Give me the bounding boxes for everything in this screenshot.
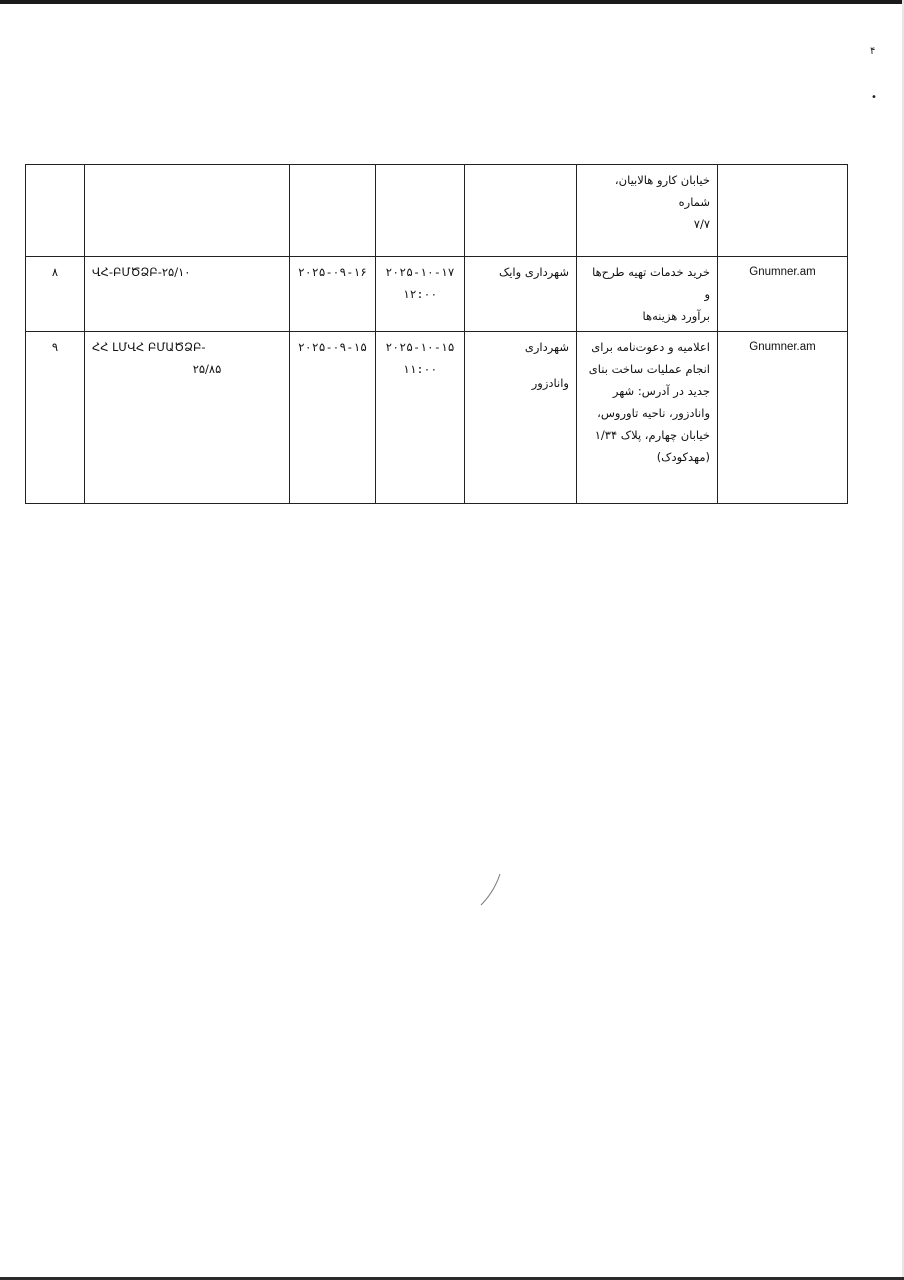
source-site bbox=[718, 165, 848, 257]
scan-top-edge bbox=[0, 0, 904, 4]
deadline-date: ۲۰۲۵-۱۰-۱۷ ۱۲:۰۰ bbox=[376, 257, 465, 332]
organizer: شهرداری وانادزور bbox=[465, 332, 577, 504]
publish-date: ۲۰۲۵-۰۹-۱۵ bbox=[290, 332, 376, 504]
deadline-date bbox=[376, 165, 465, 257]
page-mark-dot: • bbox=[871, 92, 877, 103]
table-row bbox=[26, 165, 848, 257]
tender-description: خرید خدمات تهیه طرح‌ها و برآورد هزینه‌ها bbox=[577, 257, 718, 332]
source-site: Gnumner.am bbox=[718, 332, 848, 504]
deadline-date: ۲۰۲۵-۱۰-۱۵ ۱۱:۰۰ bbox=[376, 332, 465, 504]
table-row bbox=[26, 332, 848, 504]
pen-mark bbox=[478, 872, 504, 908]
tender-code: ՀՀ ԼՄՎՀ ԲՄԱԾՁԲ- ۲۵/۸۵ bbox=[85, 332, 290, 504]
tender-description: خیابان کارو هالابیان، شماره ۷/۷ bbox=[577, 165, 718, 257]
source-site: Gnumner.am bbox=[718, 257, 848, 332]
tender-code: ՎՀ-ԲՄԾՁԲ-۲۵/۱۰ bbox=[85, 257, 290, 332]
table-row bbox=[26, 257, 848, 332]
row-number bbox=[26, 165, 85, 257]
publish-date bbox=[290, 165, 376, 257]
organizer: شهرداری وایک bbox=[465, 257, 577, 332]
row-number: ۹ bbox=[26, 332, 85, 504]
tender-code bbox=[85, 165, 290, 257]
organizer bbox=[465, 165, 577, 257]
row-number: ۸ bbox=[26, 257, 85, 332]
tender-table bbox=[25, 164, 848, 504]
page-mark-top: ۴ bbox=[870, 46, 876, 57]
publish-date: ۲۰۲۵-۰۹-۱۶ bbox=[290, 257, 376, 332]
tender-description: اعلامیه و دعوت‌نامه برای انجام عملیات ساخت بنای جدید در آدرس: شهر وانادزور، ناحیه تاوروس، خیابان چهارم، پلاک ۱/۳۴ (مهدکودک) bbox=[577, 332, 718, 504]
